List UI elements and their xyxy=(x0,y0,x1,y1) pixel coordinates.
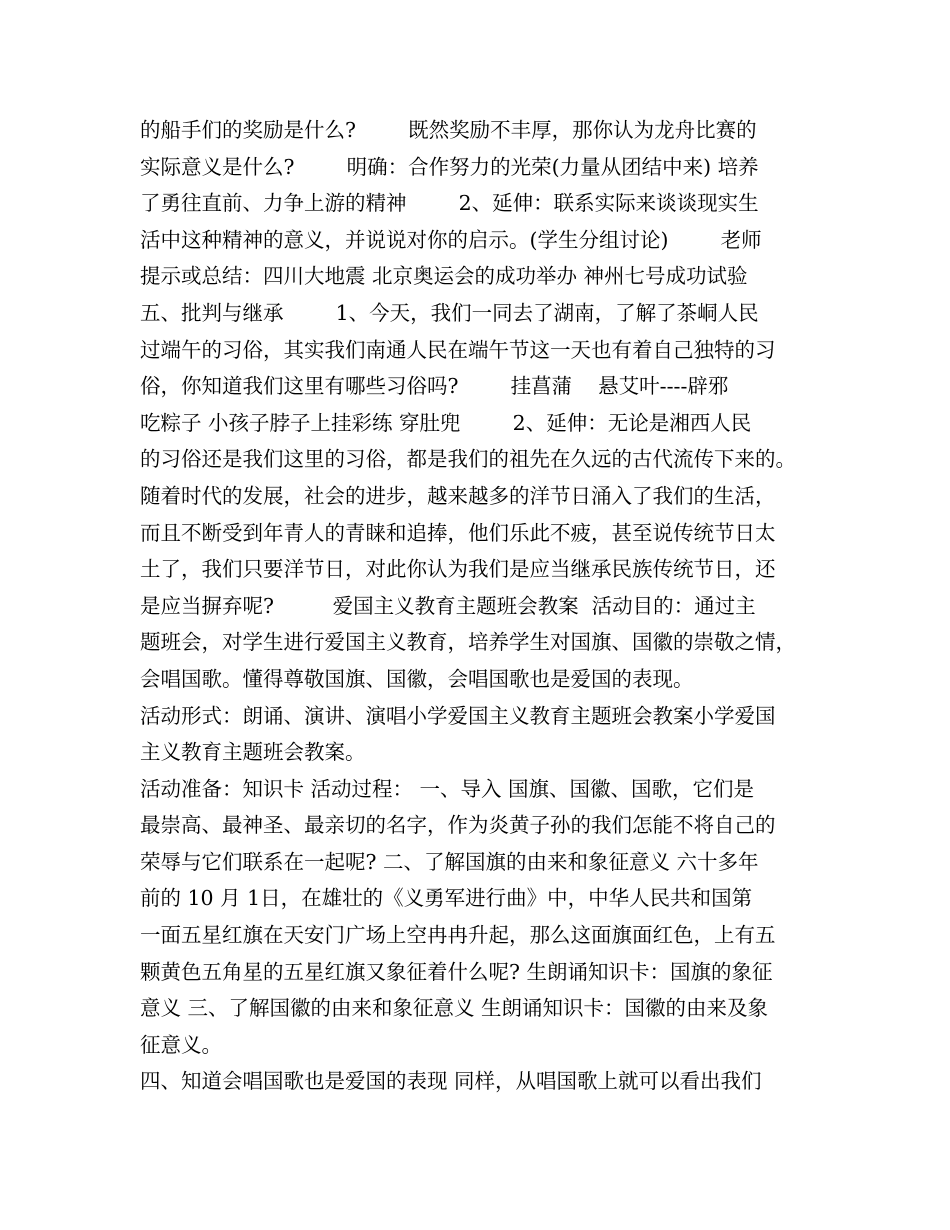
text-line-25: 意义 三、了解国徽的由来和象征意义 生朗诵知识卡：国徽的由来及象 xyxy=(140,996,769,1021)
text-line-12: 而且不断受到年青人的青睐和追捧，他们乐此不疲，甚至说传统节日太 xyxy=(140,520,776,545)
text-line-24: 颗黄色五角星的五星红旗又象征着什么呢? 生朗诵知识卡：国旗的象征 xyxy=(140,959,773,984)
text-line-20: 最崇高、最神圣、最亲切的名字，作为炎黄子孙的我们怎能不将自己的 xyxy=(140,813,776,838)
text-line-4: 活中这种精神的意义，并说说对你的启示。(学生分组讨论) 老师 xyxy=(140,227,762,252)
text-line-6: 五、批判与继承 1、今天，我们一同去了湖南，了解了茶峒人民 xyxy=(140,300,759,325)
text-line-18: 主义教育主题班会教案。 xyxy=(140,740,366,765)
text-line-27: 四、知道会唱国歌也是爱国的表现 同样，从唱国歌上就可以看出我们 xyxy=(140,1069,762,1094)
text-line-2: 实际意义是什么? 明确：合作努力的光荣(力量从团结中来) 培养 xyxy=(140,154,759,179)
text-line-9: 吃粽子 小孩子脖子上挂彩练 穿肚兜 2、延伸：无论是湘西人民 xyxy=(140,410,752,435)
text-line-7: 过端午的习俗，其实我们南通人民在端午节这一天也有着自己独特的习 xyxy=(140,337,776,362)
text-line-23: 一面五星红旗在天安门广场上空冉冉升起，那么这面旗面红色，上有五 xyxy=(140,923,776,948)
text-line-10: 的习俗还是我们这里的习俗，都是我们的祖先在久远的古代流传下来的。 xyxy=(140,447,796,472)
text-line-8: 俗，你知道我们这里有哪些习俗吗? 挂菖蒲 悬艾叶----辟邪 xyxy=(140,374,729,399)
text-line-15: 题班会，对学生进行爱国主义教育，培养学生对国旗、国徽的崇敬之情， xyxy=(140,630,796,655)
text-line-1: 的船手们的奖励是什么? 既然奖励不丰厚，那你认为龙舟比赛的 xyxy=(140,118,757,142)
text-line-16: 会唱国歌。懂得尊敬国旗、国徽，会唱国歌也是爱国的表现。 xyxy=(140,666,694,691)
body-text xyxy=(140,112,820,1100)
text-line-22: 前的 10 月 1日，在雄壮的《义勇军进行曲》中，中华人民共和国第 xyxy=(140,886,753,911)
text-line-19: 活动准备：知识卡 活动过程： 一、导入 国旗、国徽、国歌，它们是 xyxy=(140,776,755,801)
text-line-21: 荣辱与它们联系在一起呢? 二、了解国旗的由来和象征意义 六十多年 xyxy=(140,849,759,874)
text-line-14: 是应当摒弃呢? 爱国主义教育主题班会教案 活动目的：通过主 xyxy=(140,593,756,618)
text-line-13: 土了，我们只要洋节日，对此你认为我们是应当继承民族传统节日，还 xyxy=(140,557,776,582)
text-line-5: 提示或总结：四川大地震 北京奥运会的成功举办 神州七号成功试验 xyxy=(140,264,748,289)
text-line-11: 随着时代的发展，社会的进步，越来越多的洋节日涌入了我们的生活， xyxy=(140,483,776,508)
text-line-26: 征意义。 xyxy=(140,1032,222,1057)
text-line-3: 了勇往直前、力争上游的精神 2、延伸：联系实际来谈谈现实生 xyxy=(140,191,759,216)
text-line-17: 活动形式：朗诵、演讲、演唱小学爱国主义教育主题班会教案小学爱国 xyxy=(140,703,776,728)
